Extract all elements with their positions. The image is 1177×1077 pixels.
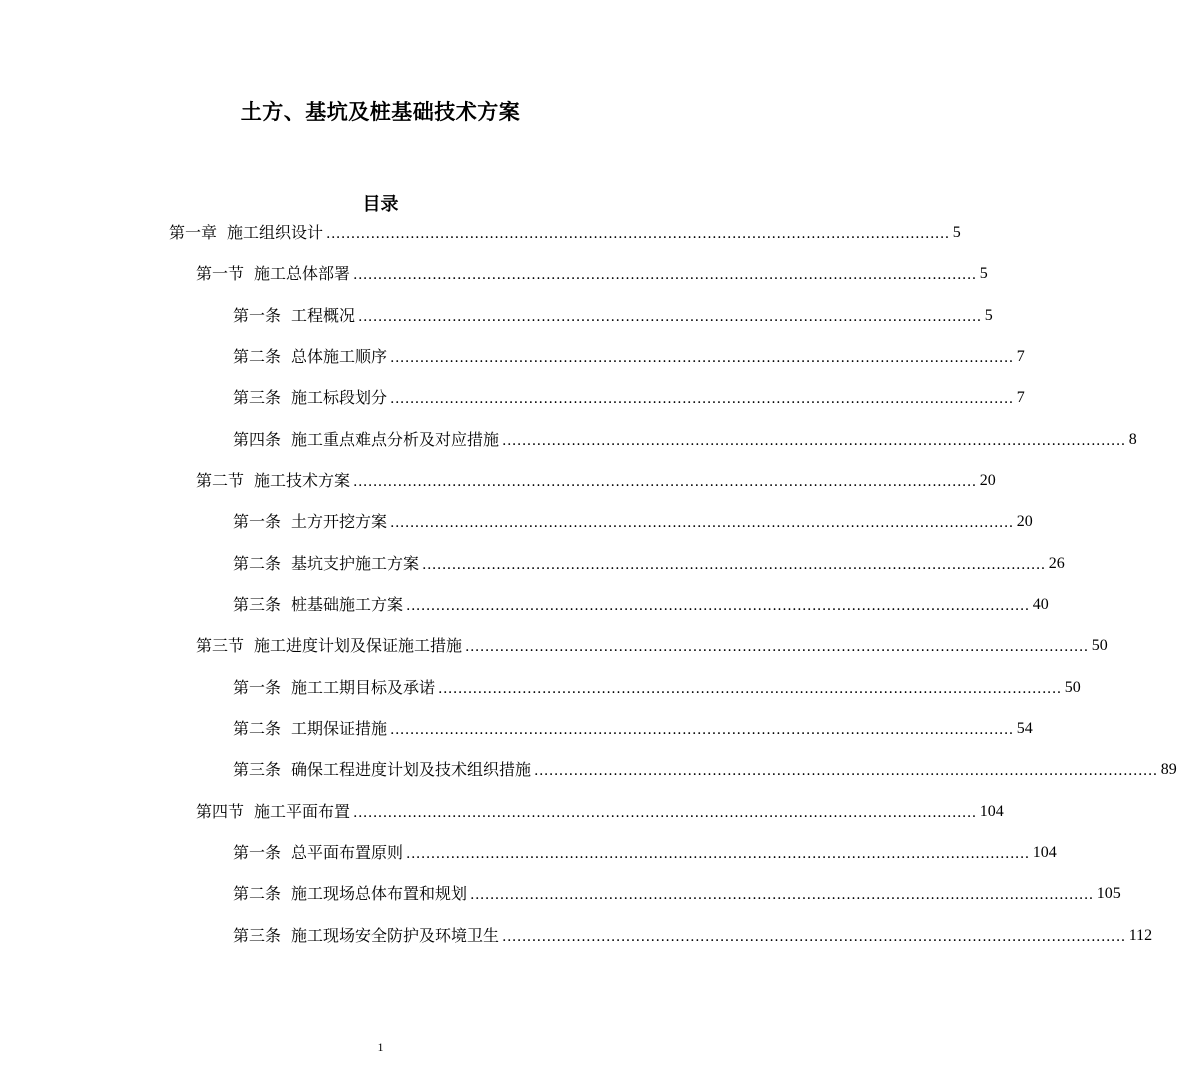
toc-entry-title: 工期保证措施 [291,719,388,738]
toc-entry-number: 第三条 [233,595,282,614]
toc-dot-leader: .............................................................................................................................. [353,474,977,490]
toc-entry-title: 施工工期目标及承诺 [291,678,436,697]
toc-entry-article[interactable] [233,552,1065,574]
toc-dot-leader: .............................................................................................................................. [502,433,1126,449]
toc-entry-article[interactable] [233,841,1057,863]
toc-entry-number: 第二条 [233,884,282,903]
toc-entry-title: 施工进度计划及保证施工措施 [254,636,463,655]
toc-entry-number: 第一条 [233,678,282,697]
toc-entry-number: 第一条 [233,306,282,325]
toc-entry-title: 工程概况 [291,306,356,325]
toc-entry-number: 第一章 [169,223,218,242]
toc-dot-leader: .............................................................................................................................. [465,639,1089,655]
toc-entry-page: 7 [1016,348,1025,365]
page-number: 1 [377,1040,384,1054]
toc-entry-number: 第一条 [233,512,282,531]
toc-entry-section-3[interactable] [196,634,1108,656]
toc-entry-section-4[interactable] [196,800,1004,822]
toc-entry-title: 施工重点难点分析及对应措施 [291,430,500,449]
toc-entry-article[interactable] [233,924,1153,946]
toc-entry-page: 26 [1048,555,1065,572]
toc-entry-number: 第二条 [233,347,282,366]
toc-entry-number: 第二条 [233,719,282,738]
toc-entry-title: 施工平面布置 [254,802,351,821]
toc-dot-leader: .............................................................................................................................. [406,846,1030,862]
toc-dot-leader: .............................................................................................................................. [534,763,1158,779]
toc-dot-leader: .............................................................................................................................. [390,391,1014,407]
toc-entry-title: 施工组织设计 [227,223,324,242]
toc-entry-number: 第三节 [196,636,245,655]
toc-dot-leader: .............................................................................................................................. [422,557,1046,573]
toc-entry-section-1[interactable] [196,262,988,284]
toc-dot-leader: .............................................................................................................................. [438,681,1062,697]
toc-entry-number: 第二节 [196,471,245,490]
toc-heading: 目录 [362,194,399,215]
toc-entry-page: 89 [1160,761,1177,778]
toc-entry-title: 总平面布置原则 [291,843,404,862]
toc-entry-title: 基坑支护施工方案 [291,554,420,573]
document-title: 土方、基坑及桩基础技术方案 [240,100,521,124]
toc-entry-article[interactable] [233,386,1025,408]
toc-dot-leader: .............................................................................................................................. [470,887,1094,903]
toc-entry-title: 施工现场总体布置和规划 [291,884,468,903]
toc-dot-leader: .............................................................................................................................. [358,309,982,325]
toc-dot-leader: .............................................................................................................................. [353,267,977,283]
toc-entry-article[interactable] [233,345,1025,367]
toc-entry-article[interactable] [233,758,1177,780]
toc-entry-title: 施工总体部署 [254,264,351,283]
toc-entry-page: 104 [979,803,1004,820]
toc-entry-title: 施工技术方案 [254,471,351,490]
toc-entry-page: 50 [1091,637,1108,654]
toc-entry-number: 第四节 [196,802,245,821]
toc-entry-page: 5 [952,224,961,241]
toc-dot-leader: .............................................................................................................................. [326,226,950,242]
toc-entry-number: 第四条 [233,430,282,449]
toc-entry-article[interactable] [233,676,1081,698]
toc-entry-article[interactable] [233,882,1121,904]
toc-entry-article[interactable] [233,717,1033,739]
toc-entry-page: 20 [979,472,996,489]
toc-entry-number: 第一节 [196,264,245,283]
toc-entry-title: 土方开挖方案 [291,512,388,531]
toc-entry-number: 第三条 [233,760,282,779]
toc-entry-page: 104 [1032,844,1057,861]
toc-entry-page: 112 [1128,927,1153,944]
toc-entry-title: 施工现场安全防护及环境卫生 [291,926,500,945]
toc-dot-leader: .............................................................................................................................. [390,350,1014,366]
toc-entry-title: 确保工程进度计划及技术组织措施 [291,760,532,779]
toc-entry-page: 7 [1016,389,1025,406]
toc-entry-number: 第三条 [233,388,282,407]
toc-entry-page: 54 [1016,720,1033,737]
toc-dot-leader: .............................................................................................................................. [390,515,1014,531]
toc-dot-leader: .............................................................................................................................. [390,722,1014,738]
toc-entry-number: 第一条 [233,843,282,862]
toc-entry-page: 50 [1064,679,1081,696]
toc-dot-leader: .............................................................................................................................. [353,805,977,821]
toc-entry-article[interactable] [233,428,1137,450]
toc-entry-page: 5 [984,307,993,324]
toc-entry-page: 40 [1032,596,1049,613]
toc-entry-article[interactable] [233,304,993,326]
toc-entry-article[interactable] [233,593,1049,615]
toc-entry-number: 第三条 [233,926,282,945]
toc-entry-title: 施工标段划分 [291,388,388,407]
toc-entry-page: 105 [1096,885,1121,902]
toc-entry-page: 20 [1016,513,1033,530]
toc-dot-leader: .............................................................................................................................. [502,929,1126,945]
toc-entry-article[interactable] [233,510,1033,532]
toc-entry-page: 5 [979,265,988,282]
toc-entry-chapter-1[interactable] [169,221,961,243]
toc-entry-title: 总体施工顺序 [291,347,388,366]
toc-entry-page: 8 [1128,431,1137,448]
toc-dot-leader: .............................................................................................................................. [406,598,1030,614]
toc-entry-section-2[interactable] [196,469,996,491]
toc-entry-number: 第二条 [233,554,282,573]
toc-entry-title: 桩基础施工方案 [291,595,404,614]
